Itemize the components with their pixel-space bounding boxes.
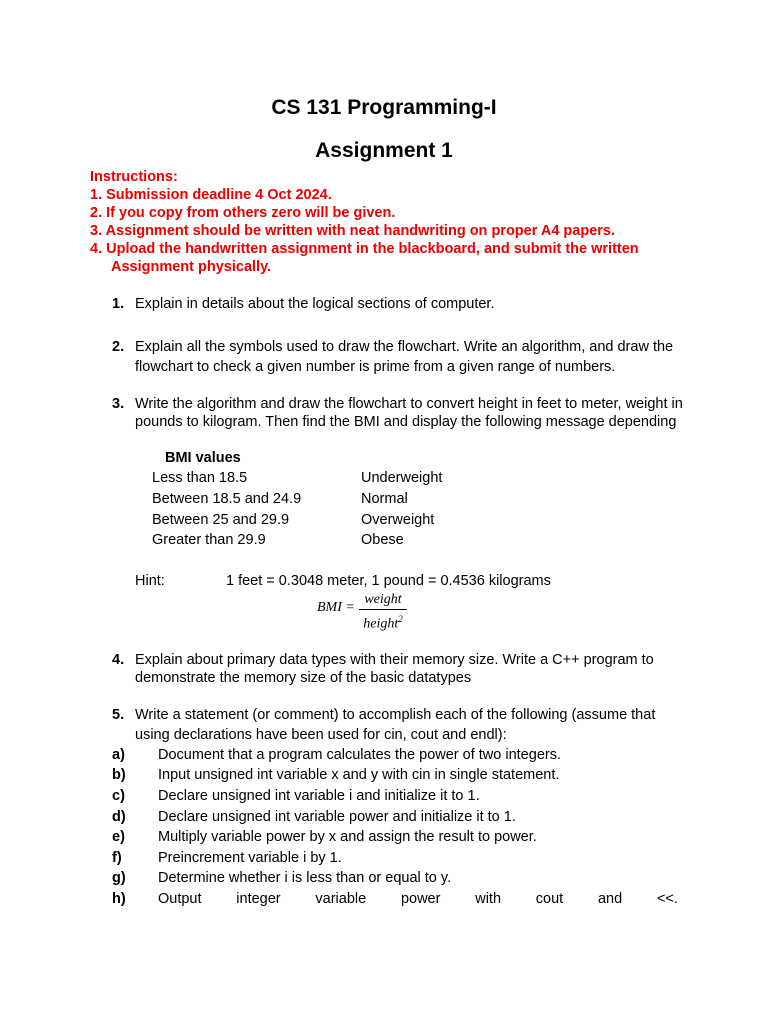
question-4 [112,651,684,687]
question-text: Write a statement (or comment) to accomplish each of the following (assume that using declarations have been used for cin, cout and endl): [135,707,656,743]
subitem-word: and [597,891,623,907]
subitem [112,765,678,785]
subitem [112,868,678,888]
subitem [112,786,678,806]
formula-numerator: weight [364,592,402,607]
subitem-label: b) [112,767,126,783]
subitem-text-justified [158,889,678,909]
formula-fraction [359,592,407,632]
bmi-range: Between 25 and 29.9 [152,512,290,528]
subitem [112,745,678,765]
subitem-word: power [400,891,441,907]
hint-text: 1 feet = 0.3048 meter, 1 pound = 0.4536 kilograms [226,573,551,589]
bmi-category: Overweight [361,512,435,528]
subitem-label: g) [112,870,126,886]
question-number: 1. [112,296,125,312]
instructions-block [90,168,730,276]
bmi-category: Underweight [361,470,443,486]
formula-lhs: BMI = [317,600,355,615]
question-5 [112,705,684,745]
subitem-word: Output [158,891,202,907]
bmi-range: Greater than 29.9 [152,532,266,548]
subitem [112,827,678,847]
subitem-label: f) [112,850,122,866]
subitem-word: with [475,891,502,907]
subitem-text: Declare unsigned int variable i and initialize it to 1. [158,788,480,804]
subitem-text: Preincrement variable i by 1. [158,850,342,866]
subitem-text: Declare unsigned int variable power and initialize it to 1. [158,809,516,825]
bmi-range: Less than 18.5 [152,470,248,486]
subitem-text: Determine whether i is less than or equal to y. [158,870,452,886]
subitem-label: a) [112,747,125,763]
question-text: Explain all the symbols used to draw the flowchart. Write an algorithm, and draw the flowchart to check a given number is prime from a given range of numbers. [135,339,674,375]
question-text: Write the algorithm and draw the flowchart to convert height in feet to meter, weight in pounds to kilogram. Then find the BMI and display the following message depending [135,396,683,430]
assignment-title: Assignment 1 [315,139,453,162]
question-1 [112,295,684,314]
subitem-word: cout [535,891,564,907]
formula-denominator [359,612,407,632]
formula-exponent: 2 [398,614,403,624]
denominator-text: height [363,616,399,632]
bmi-range: Between 18.5 and 24.9 [152,491,302,507]
instruction-item-continuation: Assignment physically. [111,259,272,275]
subitem [112,889,678,909]
subitem-text: Input unsigned int variable x and y with cin in single statement. [158,767,560,783]
bmi-category: Normal [361,491,408,507]
instruction-item: 2. If you copy from others zero will be given. [90,205,396,221]
subitem-text: Document that a program calculates the power of two integers. [158,747,561,763]
instruction-item: 3. Assignment should be written with neat handwriting on proper A4 papers. [90,223,616,239]
instruction-item: 4. Upload the handwritten assignment in the blackboard, and submit the written [90,241,639,257]
question-text: Explain in details about the logical sections of computer. [135,296,495,312]
question-2 [112,337,684,377]
hint-label: Hint: [135,573,165,589]
question-text: Explain about primary data types with their memory size. Write a C++ program to demonstrate the memory size of the basic datatypes [135,652,654,686]
subitem-label: c) [112,788,125,804]
subitem-word: <<. [656,891,678,907]
course-title: CS 131 Programming-I [271,96,497,119]
bmi-table-heading: BMI values [165,450,241,466]
subitem [112,807,678,827]
question-number: 2. [112,339,125,355]
instructions-heading: Instructions: [90,169,178,185]
fraction-bar [359,609,407,610]
question-number: 3. [112,396,125,412]
subitem-label: d) [112,809,126,825]
subitem [112,848,678,868]
question-number: 4. [112,652,125,668]
subitem-text: Multiply variable power by x and assign the result to power. [158,829,537,845]
subitem-word: variable [315,891,367,907]
subitem-word: integer [236,891,281,907]
subitem-label: e) [112,829,125,845]
question-3 [112,395,684,431]
instruction-item: 1. Submission deadline 4 Oct 2024. [90,187,332,203]
subitem-label: h) [112,891,126,907]
bmi-category: Obese [361,532,404,548]
question-number: 5. [112,707,125,723]
